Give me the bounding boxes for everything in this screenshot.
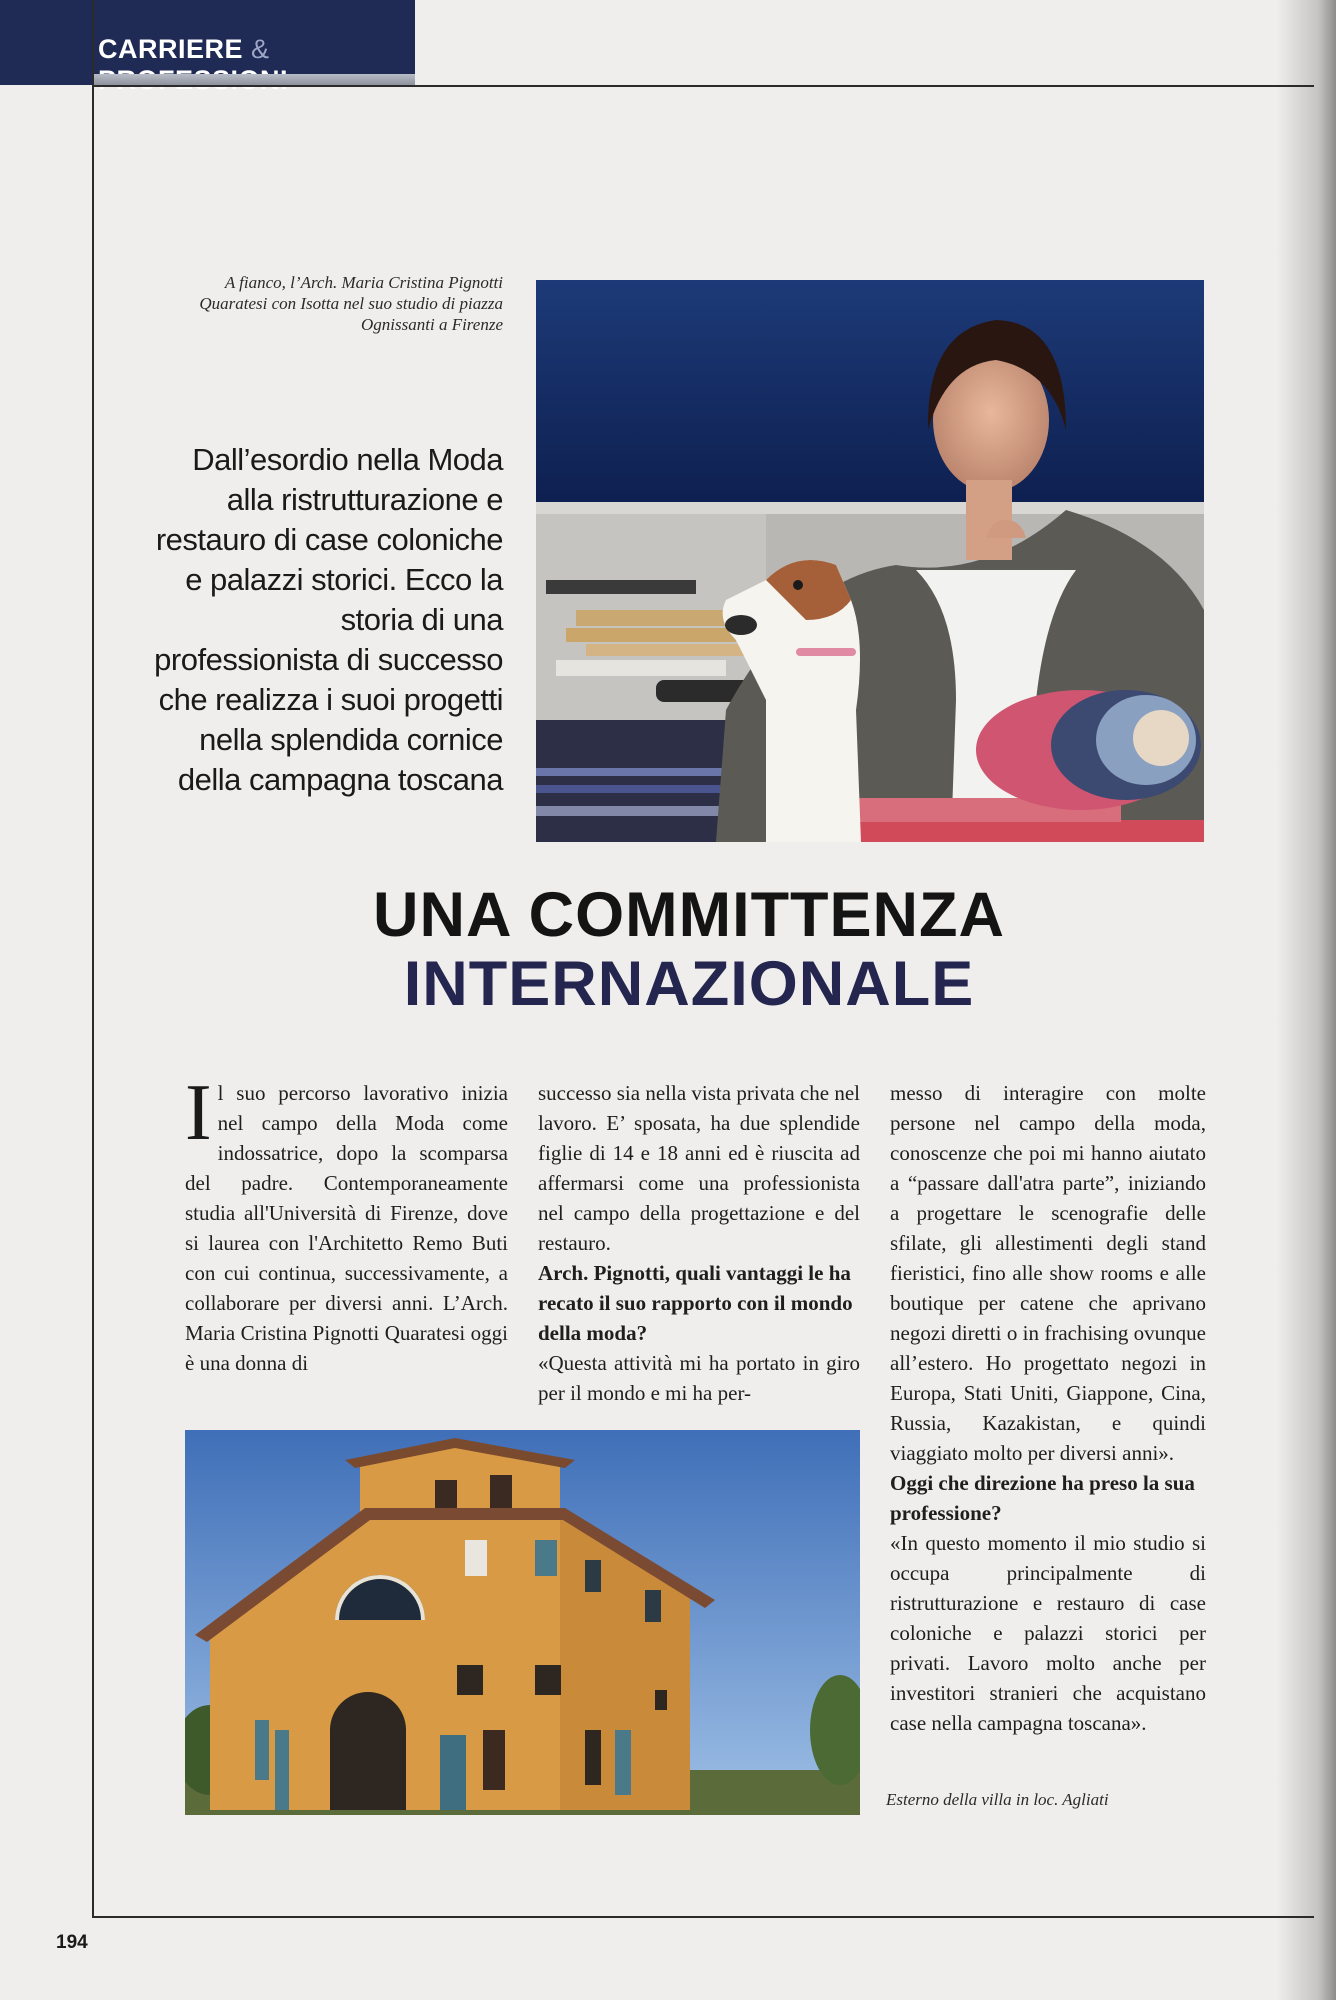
column-2-paragraph: successo sia nella vista privata che nel lavoro. E’ sposata, ha due splendide figlie di 14 e 18 anni ed è riuscita ad affermarsi come una professionista nel campo della progettazione e del restauro. <box>538 1081 860 1255</box>
header-underline-bar <box>92 74 415 85</box>
column-2-answer: «Questa attività mi ha portato in giro per il mondo e mi ha per- <box>538 1351 860 1405</box>
frame-bottom-rule <box>92 1916 1314 1918</box>
article-column-1 <box>185 1069 508 1378</box>
column-1-paragraph: Il suo percorso lavorativo inizia nel campo della Moda come indossatrice, dopo la scomparsa del padre. Contemporaneamente studia all'Università di Firenze, dove si laurea con l'Architetto Remo Buti con cui continua, successivamente, a collaborare per diversi anni. L’Arch. Maria Cristina Pignotti Quaratesi oggi è una donna di <box>185 1069 508 1375</box>
interview-question-2: Oggi che direzione ha preso la sua professione? <box>890 1471 1195 1525</box>
section-header <box>0 0 415 85</box>
villa-photo <box>185 1430 860 1815</box>
page-number: 194 <box>56 1932 88 1953</box>
frame-top-rule <box>92 85 1314 87</box>
villa-caption: Esterno della villa in loc. Agliati <box>886 1790 1109 1809</box>
column-3-paragraph: messo di interagire con molte persone nel campo della moda, conoscenze che poi mi hanno aiutato a “passare dall'atra parte”, iniziando a progettare le scenografie delle sfilate, gli allestimenti degli stand fieristici, fino alle show rooms e alle boutique per catene che aprivano negozi diretti o in frachising ovunque all’estero. Ho progettato negozi in Europa, Stati Uniti, Giappone, Cina, Russia, Kazakistan, e quindi viaggiato molto per diversi anni». <box>890 1081 1206 1465</box>
page-edge-shadow <box>1276 0 1336 2000</box>
article-column-3 <box>890 1078 1206 1738</box>
section-title: CARRIERE & <box>98 34 270 64</box>
portrait-photo <box>536 280 1204 842</box>
drop-cap: I <box>185 1069 212 1157</box>
frame-left-rule <box>92 0 94 1918</box>
photo-caption-top: A fianco, l’Arch. Maria Cristina Pignotti Quaratesi con Isotta nel suo studio di piazza Ognissanti a Firenze <box>199 273 503 334</box>
column-3-answer: «In questo momento il mio studio si occupa principalmente di ristrutturazione e restauro di case coloniche e palazzi storici per privati. Lavoro molto anche per investitori stranieri che acquistano case nella campagna toscana». <box>890 1531 1206 1735</box>
article-lead: Dall’esordio nella Moda alla ristrutturazione e restauro di case coloniche e palazzi storici. Ecco la storia di una professionista di successo che realizza i suoi progetti nella splendida cornice della campagna toscana <box>154 442 503 797</box>
article-headline <box>185 880 1193 1019</box>
headline-line-1: UNA COMMITTENZA <box>372 880 1006 950</box>
interview-question-1: Arch. Pignotti, quali vantaggi le ha recato il suo rapporto con il mondo della moda? <box>538 1261 853 1345</box>
headline-line-2: INTERNAZIONALE <box>403 949 975 1019</box>
article-column-2 <box>538 1078 860 1408</box>
